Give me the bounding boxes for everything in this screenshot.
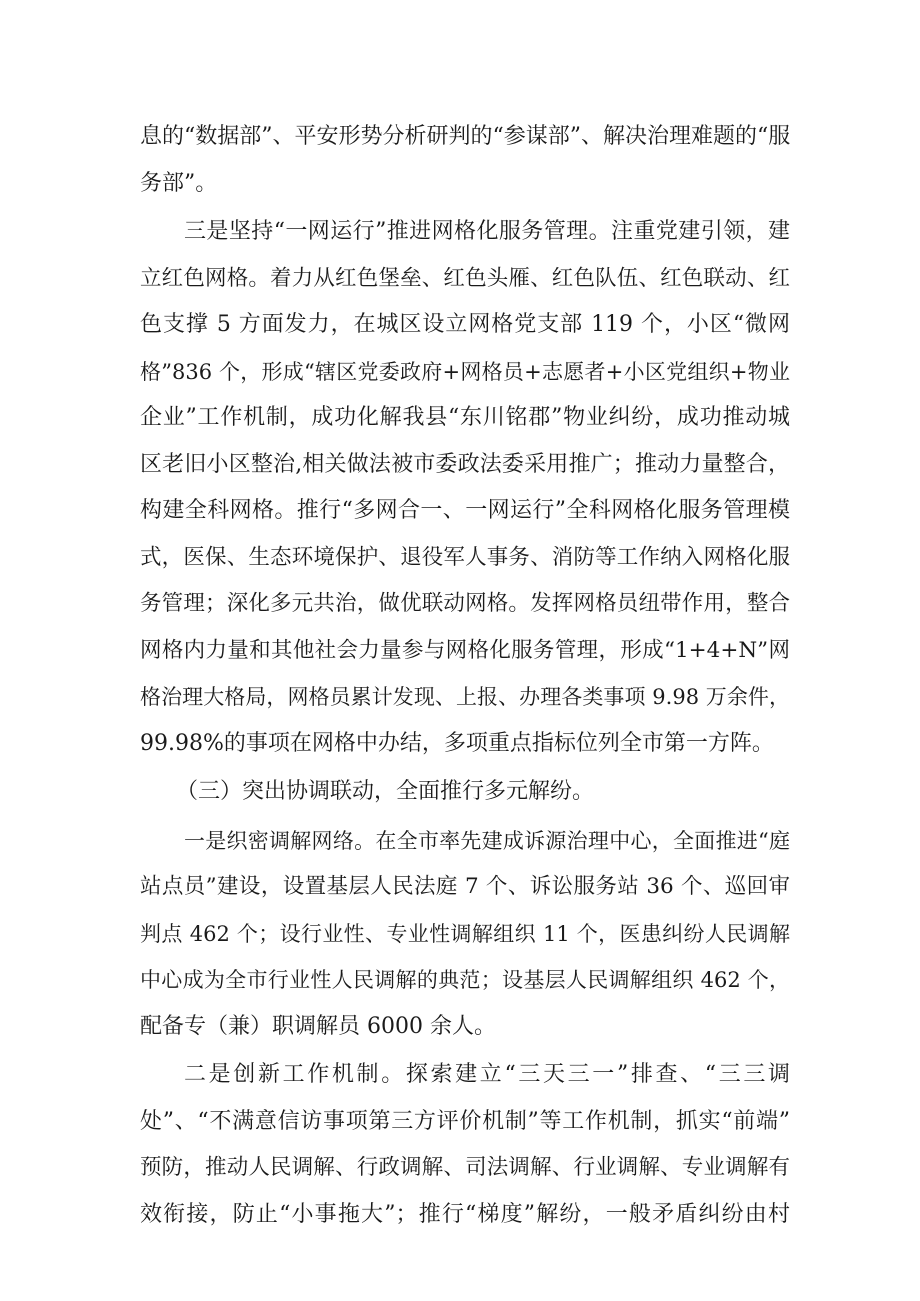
document-body	[140, 114, 790, 1238]
text-line: 预防，推动人民调解、行政调解、司法调解、行业调解、专业调解有	[140, 1155, 790, 1180]
document-page	[140, 114, 790, 1238]
text-line: 色支撑 5 方面发力，在城区设立网格党支部 119 个，小区“微网	[140, 312, 790, 337]
text-line: 立红色网格。着力从红色堡垒、红色头雁、红色队伍、红色联动、红	[140, 265, 790, 291]
text-line: 务管理；深化多元共治，做优联动网格。发挥网格员纽带作用，整合	[140, 591, 790, 616]
text-line: 配备专（兼）职调解员 6000 余人。	[140, 1013, 496, 1039]
text-line: 构建全科网格。推行“多网合一、一网运行”全科网格化服务管理模	[140, 498, 790, 523]
text-line: 务部”。	[140, 170, 218, 196]
text-line: 判点 462 个；设行业性、专业性调解组织 11 个，医患纠纷人民调解	[140, 921, 790, 946]
text-line: 二是创新工作机制。探索建立“三天三一”排查、“三三调	[184, 1062, 790, 1087]
text-line: 区老旧小区整治,相关做法被市委政法委采用推广；推动力量整合，	[140, 451, 790, 477]
text-line: 99.98%的事项在网格中办结，多项重点指标位列全市第一方阵。	[140, 730, 774, 756]
text-line: 格”836 个，形成“辖区党委政府+网格员+志愿者+小区党组织+物业	[140, 359, 790, 384]
text-line: 站点员”建设，设置基层人民法庭 7 个、诉讼服务站 36 个、巡回审	[140, 874, 790, 899]
text-line: 三是坚持“一网运行”推进网格化服务管理。注重党建引领，建	[184, 219, 790, 244]
text-line: 格治理大格局，网格员累计发现、上报、办理各类事项 9.98 万余件，	[140, 685, 790, 709]
text-line: （三）突出协调联动，全面推行多元解纷。	[176, 779, 595, 804]
text-line: 企业”工作机制，成功化解我县“东川铭郡”物业纠纷，成功推动城	[140, 405, 790, 430]
text-line: 网格内力量和其他社会力量参与网格化服务管理，形成“1+4+N”网	[140, 637, 790, 663]
text-line: 式，医保、生态环境保护、退役军人事务、消防等工作纳入网格化服	[140, 544, 790, 570]
text-line: 一是织密调解网络。在全市率先建成诉源治理中心，全面推进“庭	[184, 828, 790, 853]
text-line: 处”、“不满意信访事项第三方评价机制”等工作机制，抓实“前端”	[140, 1108, 790, 1134]
text-line: 息的“数据部”、平安形势分析研判的“参谋部”、解决治理难题的“服	[140, 124, 791, 149]
text-line: 中心成为全市行业性人民调解的典范；设基层人民调解组织 462 个，	[140, 968, 790, 992]
text-line: 效衔接，防止“小事拖大”；推行“梯度”解纷，一般矛盾纠纷由村	[140, 1201, 790, 1227]
